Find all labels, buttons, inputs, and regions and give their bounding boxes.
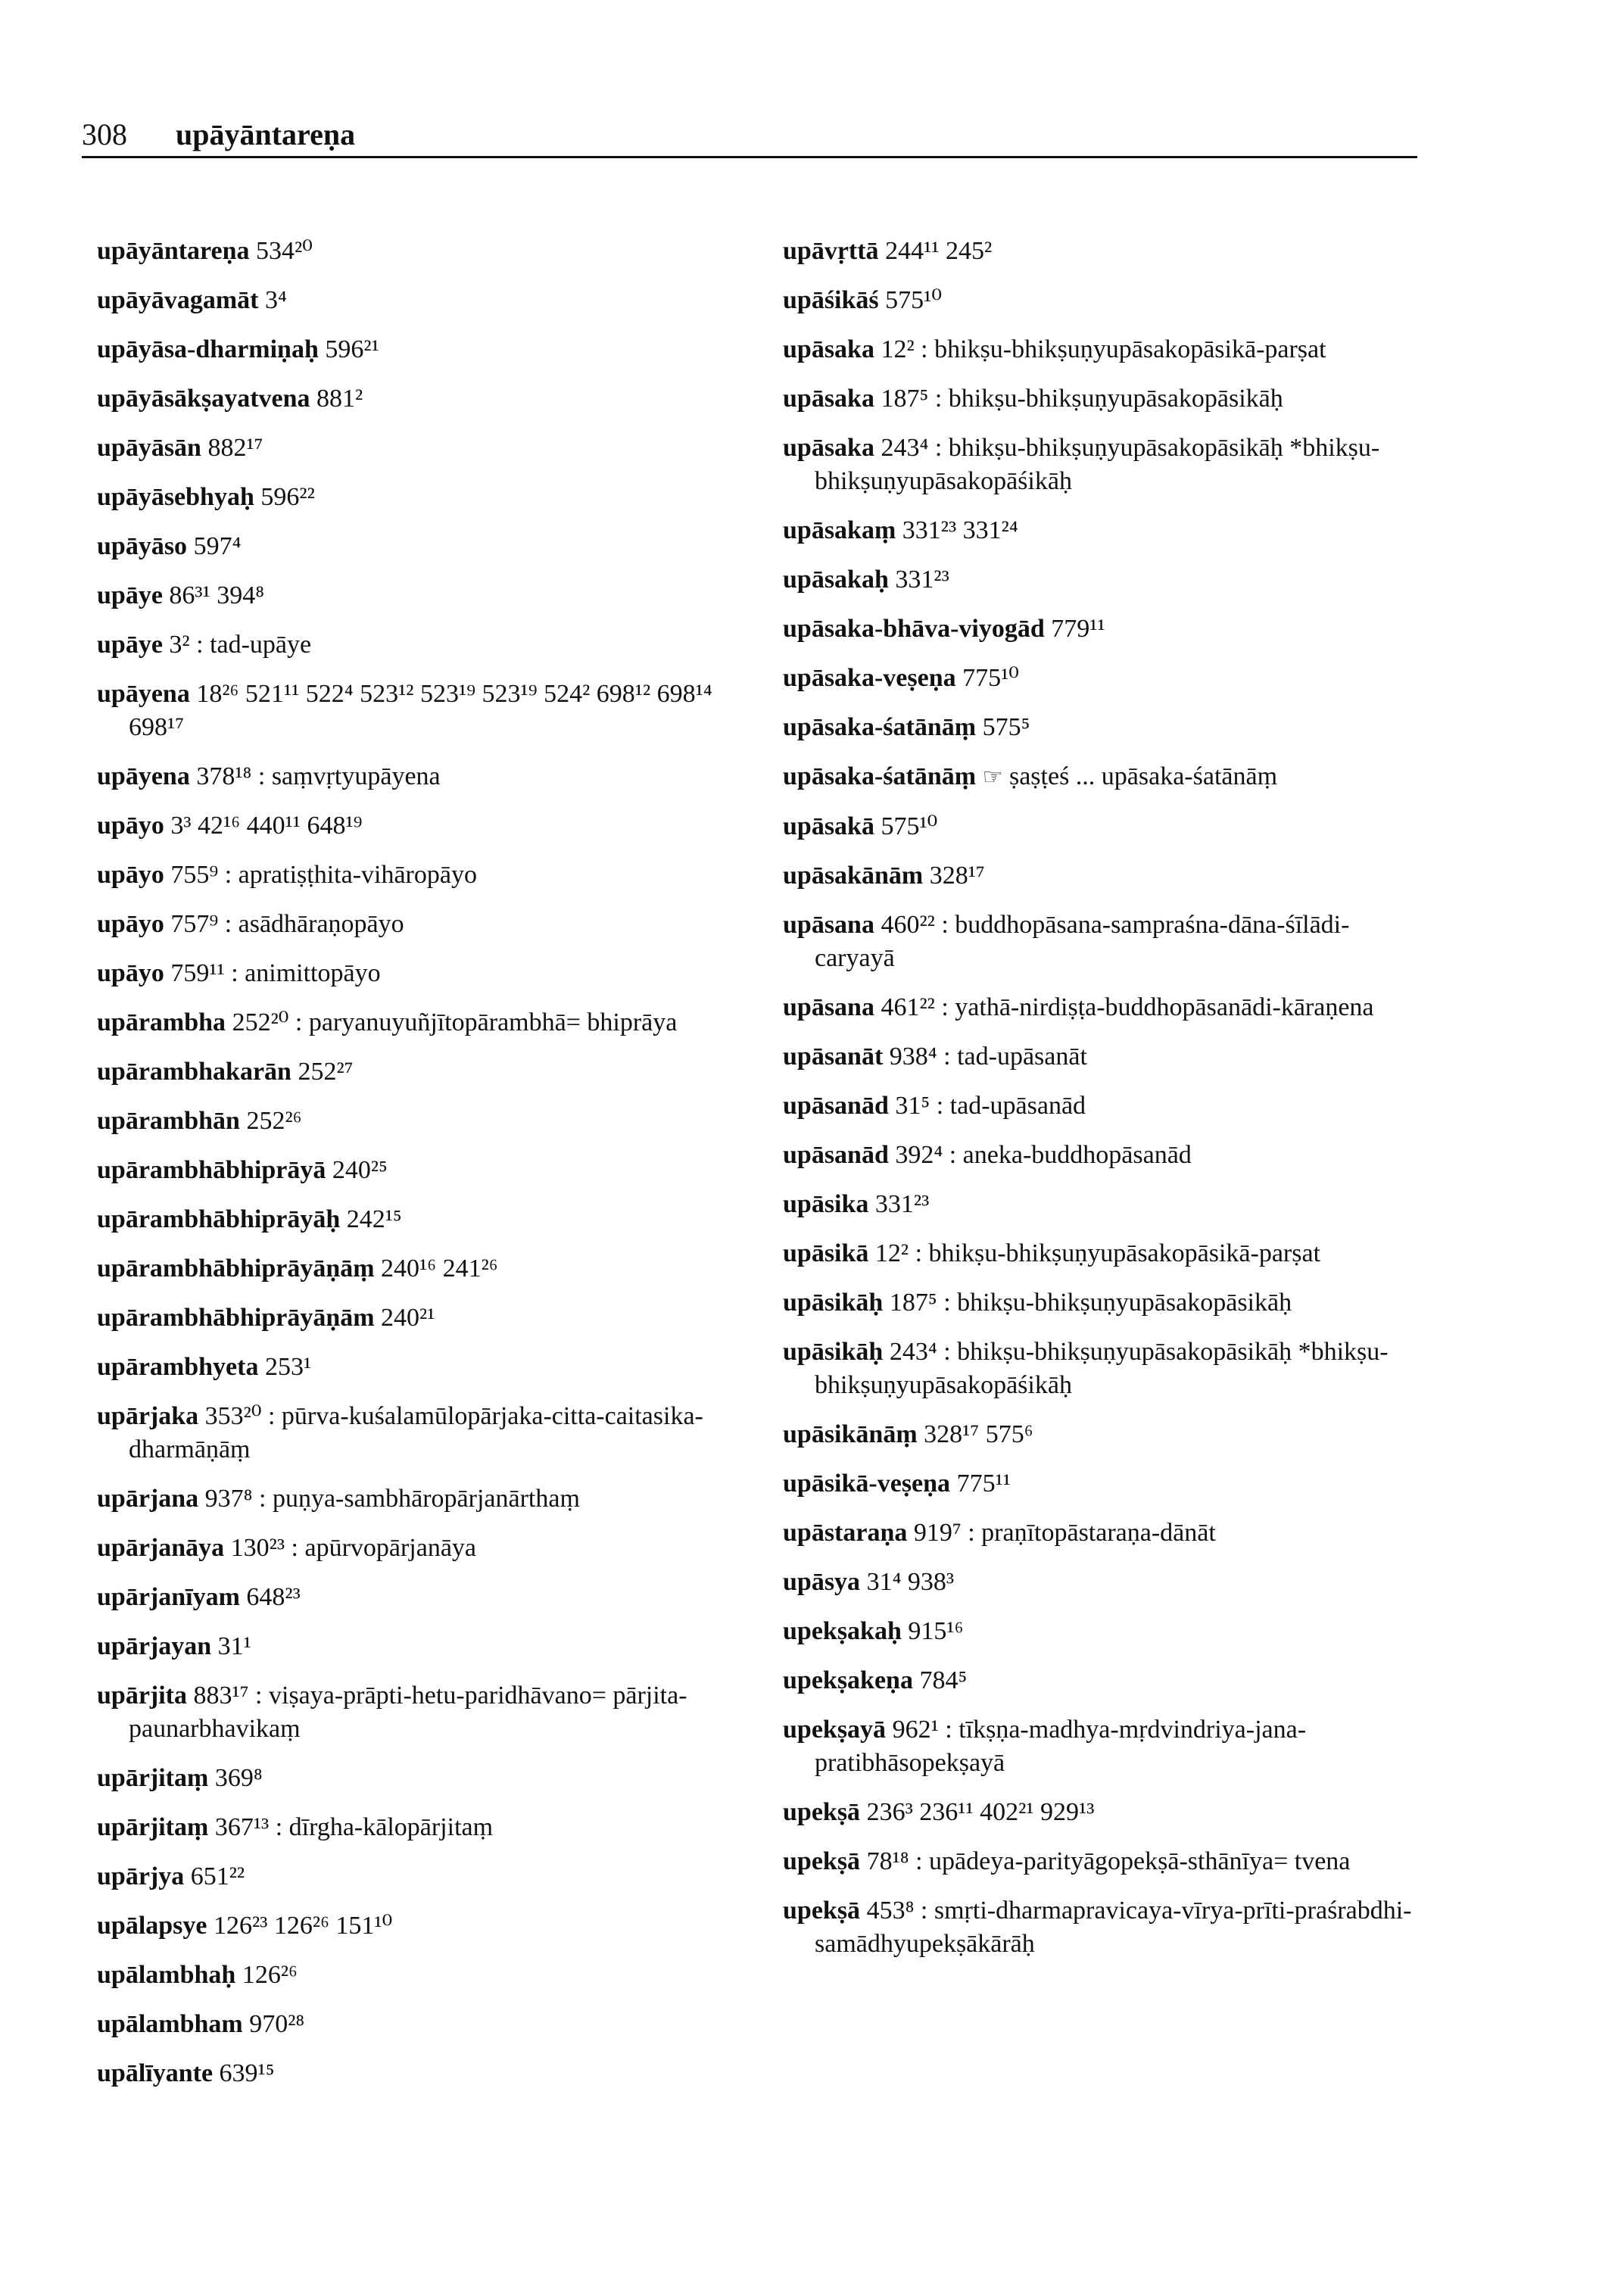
page-references: 331²³ [874, 1190, 930, 1218]
page-references: 937⁸ [204, 1485, 253, 1513]
index-entry [97, 1400, 740, 1466]
page-references: 240²¹ [381, 1304, 435, 1332]
headword: upāyena [97, 762, 190, 790]
headword: upāsika [783, 1190, 869, 1218]
index-entry [97, 859, 740, 892]
index-entry [97, 1301, 740, 1335]
index-entry [783, 1418, 1426, 1451]
headword: upāyāntareṇa [97, 237, 250, 265]
gloss-text: : tad-upāsanāt [943, 1043, 1087, 1071]
page-references: 919⁷ [913, 1519, 962, 1547]
index-entry [783, 1237, 1426, 1270]
index-entry [97, 809, 740, 843]
headword: upāvṛttā [783, 237, 879, 265]
index-entry [783, 1516, 1426, 1550]
index-entry [783, 1336, 1426, 1402]
page-references: 3⁴ [264, 286, 287, 314]
page-references: 12² [881, 335, 915, 363]
gloss-text: : apūrvopārjanāya [291, 1534, 477, 1562]
page-references: 596²² [260, 483, 315, 511]
page-references: 651²² [190, 1862, 245, 1890]
index-entry [783, 235, 1426, 268]
page-references: 126²⁶ [242, 1961, 298, 1989]
index-entry [97, 1203, 740, 1236]
gloss-text: : dīrgha-kālopārjitaṃ [275, 1813, 494, 1841]
headword: upāsaka [783, 434, 874, 462]
page-references: 253¹ [264, 1353, 312, 1381]
index-entry [97, 530, 740, 563]
headword: upāsaka [783, 385, 874, 413]
page-references: 759¹¹ [170, 959, 225, 987]
page-references: 252²⁰ [232, 1008, 289, 1036]
index-entry [783, 760, 1426, 794]
headword: upālapsye [97, 1912, 207, 1940]
page-references: 883¹⁷ [193, 1682, 249, 1710]
gloss-text: : praṇītopāstaraṇa-dānāt [968, 1519, 1216, 1547]
gloss-text: : bhikṣu-bhikṣuṇyupāsakopāsikāḥ [934, 385, 1283, 413]
page-references: 86³¹ 394⁸ [169, 581, 265, 609]
page-references: 757⁹ [170, 910, 219, 938]
page-references: 453⁸ [866, 1897, 915, 1925]
index-entry [97, 432, 740, 465]
index-entry [783, 1040, 1426, 1074]
index-entry [783, 1139, 1426, 1172]
index-entry [783, 810, 1426, 843]
headword: upārambhābhiprāyāṇām [97, 1304, 375, 1332]
gloss-text: : pūrva-kuśalamūlopārjaka-citta-caitasika-dharmāṇāṃ [129, 1402, 703, 1463]
running-title: upāyāntareṇa [176, 117, 356, 151]
index-entry [783, 1894, 1426, 1961]
headword: upāsikā [783, 1239, 869, 1267]
page-references: 460²² [881, 911, 935, 939]
index-entry [783, 514, 1426, 547]
index-entry [783, 991, 1426, 1024]
headword: upārjitaṃ [97, 1764, 209, 1792]
index-entry [783, 1089, 1426, 1123]
page-references: 130²³ [230, 1534, 285, 1562]
page-references: 3² [169, 631, 190, 659]
headword: upāyena [97, 680, 190, 708]
headword: upāsikāḥ [783, 1338, 884, 1366]
page-references: 12² [874, 1239, 909, 1267]
index-entry [97, 678, 740, 744]
gloss-text: : buddhopāsana-sampraśna-dāna-śīlādi-caryayā [815, 911, 1350, 972]
index-entry [97, 957, 740, 990]
headword: upāye [97, 631, 163, 659]
headword: upārjanīyam [97, 1583, 240, 1611]
headword: upāyāsa-dharmiṇaḥ [97, 335, 319, 363]
page-references: 378¹⁸ [196, 762, 252, 790]
headword: upāsakā [783, 812, 874, 840]
headword: upārambhābhiprāyā [97, 1156, 326, 1184]
headword: upārjaka [97, 1402, 199, 1430]
index-entry [783, 1467, 1426, 1501]
index-entry [783, 382, 1426, 416]
headword: upāyo [97, 959, 164, 987]
page-references: 331²³ 331²⁴ [902, 516, 1018, 544]
gloss-text: : bhikṣu-bhikṣuṇyupāsakopāsikāḥ *bhikṣu-bhikṣuṇyupāsakopāśikāḥ [815, 434, 1380, 495]
page-references: 369⁸ [214, 1764, 263, 1792]
index-entry [783, 333, 1426, 366]
page-references: 575⁵ [982, 713, 1030, 741]
headword: upekṣayā [783, 1716, 887, 1744]
headword: upāyo [97, 861, 164, 889]
page-references: 31⁵ [895, 1092, 930, 1120]
page-references: 392⁴ [895, 1141, 943, 1169]
headword: upāstaraṇa [783, 1519, 908, 1547]
page-references: 328¹⁷ [929, 862, 985, 890]
headword: upārambhābhiprāyāḥ [97, 1205, 341, 1233]
gloss-text: : asādhāraṇopāyo [224, 910, 404, 938]
headword: upekṣā [783, 1847, 861, 1875]
page-references: 881² [316, 385, 363, 413]
gloss-text: : viṣaya-prāpti-hetu-paridhāvano= pārjita-paunarbhavikaṃ [129, 1682, 687, 1743]
headword: upārambha [97, 1008, 226, 1036]
page-references: 970²⁸ [249, 2010, 305, 2038]
gloss-text: : saṃvṛtyupāyena [257, 762, 441, 790]
headword: upāśikāś [783, 286, 879, 314]
page-references: 938⁴ [889, 1043, 937, 1071]
headword: upekṣā [783, 1897, 861, 1925]
page-references: 882¹⁷ [207, 434, 263, 462]
headword: upārjanāya [97, 1534, 225, 1562]
index-entry [97, 1679, 740, 1746]
headword: upāyo [97, 812, 164, 840]
headword: upāsana [783, 911, 874, 939]
index-entry [97, 1532, 740, 1565]
page-references: 461²² [881, 993, 935, 1021]
page-number: 308 [82, 117, 127, 151]
page-header [82, 114, 1417, 158]
headword: upāye [97, 581, 163, 609]
headword: upāyāso [97, 532, 188, 560]
page-references: 775¹⁰ [962, 664, 1019, 692]
headword: upāsana [783, 993, 874, 1021]
index-entry [783, 909, 1426, 975]
page-references: 779¹¹ [1051, 615, 1105, 643]
gloss-text: : animittopāyo [231, 959, 381, 987]
index-entry [783, 612, 1426, 646]
gloss-text: : aneka-buddhopāsanād [949, 1141, 1192, 1169]
headword: upālambhaḥ [97, 1961, 236, 1989]
headword: upekṣakeṇa [783, 1666, 913, 1694]
index-entry [97, 481, 740, 514]
page-references: 31⁴ 938³ [866, 1568, 955, 1596]
page-references: 252²⁶ [246, 1107, 302, 1135]
index-entry [783, 1845, 1426, 1878]
page-references: 575¹⁰ [885, 286, 942, 314]
index-entry [97, 284, 740, 317]
headword: upāsakaṃ [783, 516, 896, 544]
page-references: 367¹³ [214, 1813, 270, 1841]
page-references: 252²⁷ [298, 1058, 354, 1086]
headword: upāsya [783, 1568, 861, 1596]
gloss-text: : paryanuyuñjītopārambhā= bhiprāya [295, 1008, 678, 1036]
index-entry [783, 859, 1426, 893]
page-references: 353²⁰ [204, 1402, 262, 1430]
headword: upāsikānāṃ [783, 1420, 918, 1448]
page-references: 775¹¹ [956, 1470, 1011, 1498]
page-references: 3³ 42¹⁶ 440¹¹ 648¹⁹ [170, 812, 363, 840]
index-column-right [783, 235, 1426, 1977]
index-entry [97, 1909, 740, 1943]
page-references: 962¹ [892, 1716, 939, 1744]
gloss-text: : bhikṣu-bhikṣuṇyupāsakopāsikā-parṣat [921, 335, 1326, 363]
page-references: 648²³ [246, 1583, 301, 1611]
page-references: 534²⁰ [256, 237, 313, 265]
index-entry [97, 1351, 740, 1384]
index-entry [783, 1286, 1426, 1320]
index-entry [783, 1566, 1426, 1599]
index-entry [97, 1252, 740, 1286]
headword: upekṣā [783, 1798, 861, 1826]
headword: upāsaka [783, 335, 874, 363]
index-entry [783, 1664, 1426, 1697]
headword: upārjya [97, 1862, 185, 1890]
index-entry [97, 579, 740, 612]
page-references: 639¹⁵ [219, 2059, 275, 2087]
page-references: 240¹⁶ 241²⁶ [381, 1255, 498, 1283]
headword: upāyāsān [97, 434, 201, 462]
headword: upārjitaṃ [97, 1813, 209, 1841]
index-entry [783, 284, 1426, 317]
headword: upārambhān [97, 1107, 240, 1135]
index-entry [97, 1959, 740, 1992]
index-entry [97, 1762, 740, 1795]
page-references: 243⁴ [881, 434, 929, 462]
page-references: 915¹⁶ [908, 1617, 964, 1645]
index-entry [97, 2057, 740, 2090]
page-references: 187⁵ [889, 1289, 937, 1317]
gloss-text: : bhikṣu-bhikṣuṇyupāsakopāsikāḥ *bhikṣu-bhikṣuṇyupāsakopāśikāḥ [815, 1338, 1389, 1399]
headword: upāyo [97, 910, 164, 938]
headword: upāsanād [783, 1141, 889, 1169]
headword: upāsaka-śatānāṃ [783, 713, 977, 741]
index-entry [97, 1811, 740, 1844]
page-references: 18²⁶ 521¹¹ 522⁴ 523¹² 523¹⁹ 523¹⁹ 524² 698¹² 698¹⁴ 698¹⁷ [129, 680, 712, 741]
page-references: 78¹⁸ [866, 1847, 909, 1875]
page-references: 244¹¹ 245² [885, 237, 993, 265]
index-entry [783, 1188, 1426, 1221]
headword: upālambham [97, 2010, 243, 2038]
headword: upāsakaḥ [783, 566, 889, 594]
index-entry [97, 1482, 740, 1516]
index-entry [783, 432, 1426, 498]
page-references: 242¹⁵ [346, 1205, 402, 1233]
gloss-text: : apratiṣṭhita-vihāropāyo [224, 861, 477, 889]
page-references: 236³ 236¹¹ 402²¹ 929¹³ [866, 1798, 1095, 1826]
headword: upāyāsākṣayatvena [97, 385, 310, 413]
page-references: 126²³ 126²⁶ 151¹⁰ [214, 1912, 393, 1940]
index-entry [783, 1796, 1426, 1829]
gloss-text: : bhikṣu-bhikṣuṇyupāsakopāsikā-parṣat [915, 1239, 1321, 1267]
gloss-text: : tīkṣṇa-madhya-mṛdvindriya-jana-pratibhāsopekṣayā [815, 1716, 1307, 1777]
index-entry [97, 628, 740, 662]
index-entry [783, 662, 1426, 695]
headword: upārjayan [97, 1632, 212, 1660]
index-entry [783, 563, 1426, 597]
index-entry [97, 333, 740, 366]
page-references: 187⁵ [881, 385, 929, 413]
headword: upāyāvagamāt [97, 286, 259, 314]
index-entry [97, 1860, 740, 1893]
gloss-text: : yathā-nirdiṣṭa-buddhopāsanādi-kāraṇena [941, 993, 1374, 1021]
headword: upārjita [97, 1682, 187, 1710]
headword: upārjana [97, 1485, 199, 1513]
index-entry [783, 711, 1426, 744]
headword: upārambhakarān [97, 1058, 291, 1086]
gloss-text: : puṇya-sambhāropārjanārthaṃ [259, 1485, 580, 1513]
pointing-hand-icon: ☞ [982, 765, 1003, 790]
headword: upāsakānām [783, 862, 924, 890]
headword: upārambhyeta [97, 1353, 259, 1381]
headword: upālīyante [97, 2059, 214, 2087]
index-column-left [97, 235, 740, 2106]
headword: upāsikāḥ [783, 1289, 884, 1317]
gloss-text: : tad-upāsanād [936, 1092, 1086, 1120]
headword: upāsaka-veṣeṇa [783, 664, 956, 692]
page-references: 755⁹ [170, 861, 219, 889]
index-entry [97, 1006, 740, 1039]
gloss-text: : smṛti-dharmapravicaya-vīrya-prīti-praśrabdhi-samādhyupekṣākārāḥ [815, 1897, 1412, 1958]
headword: upārambhābhiprāyāṇāṃ [97, 1255, 375, 1283]
page-references: 31¹ [217, 1632, 251, 1660]
headword: upāsaka-śatānāṃ [783, 762, 977, 790]
page-references: 596²¹ [325, 335, 379, 363]
index-entry [97, 908, 740, 941]
index-entry [97, 2008, 740, 2041]
headword: upāsanād [783, 1092, 889, 1120]
page-references: 575¹⁰ [881, 812, 938, 840]
index-entry [97, 1055, 740, 1089]
gloss-text: : bhikṣu-bhikṣuṇyupāsakopāsikāḥ [943, 1289, 1292, 1317]
page-references: 328¹⁷ 575⁶ [924, 1420, 1033, 1448]
page-references: 331²³ [895, 566, 949, 594]
headword: upāsikā-veṣeṇa [783, 1470, 951, 1498]
headword: upāsanāt [783, 1043, 884, 1071]
gloss-text: : upādeya-parityāgopekṣā-sthānīya= tvena [915, 1847, 1351, 1875]
index-entry [97, 235, 740, 268]
page-references: 597⁴ [193, 532, 242, 560]
index-entry [783, 1713, 1426, 1780]
index-entry [97, 760, 740, 793]
index-entry [97, 1105, 740, 1138]
page-references: 784⁵ [919, 1666, 968, 1694]
index-entry [97, 1154, 740, 1187]
gloss-text: ṣaṣṭeś ... upāsaka-śatānāṃ [1008, 762, 1278, 790]
index-entry [97, 382, 740, 416]
page-references: 240²⁵ [332, 1156, 388, 1184]
index-entry [783, 1615, 1426, 1648]
headword: upāyāsebhyaḥ [97, 483, 254, 511]
headword: upāsaka-bhāva-viyogād [783, 615, 1045, 643]
page-references: 243⁴ [889, 1338, 937, 1366]
gloss-text: : tad-upāye [196, 631, 312, 659]
headword: upekṣakaḥ [783, 1617, 902, 1645]
index-entry [97, 1581, 740, 1614]
index-entry [97, 1630, 740, 1663]
